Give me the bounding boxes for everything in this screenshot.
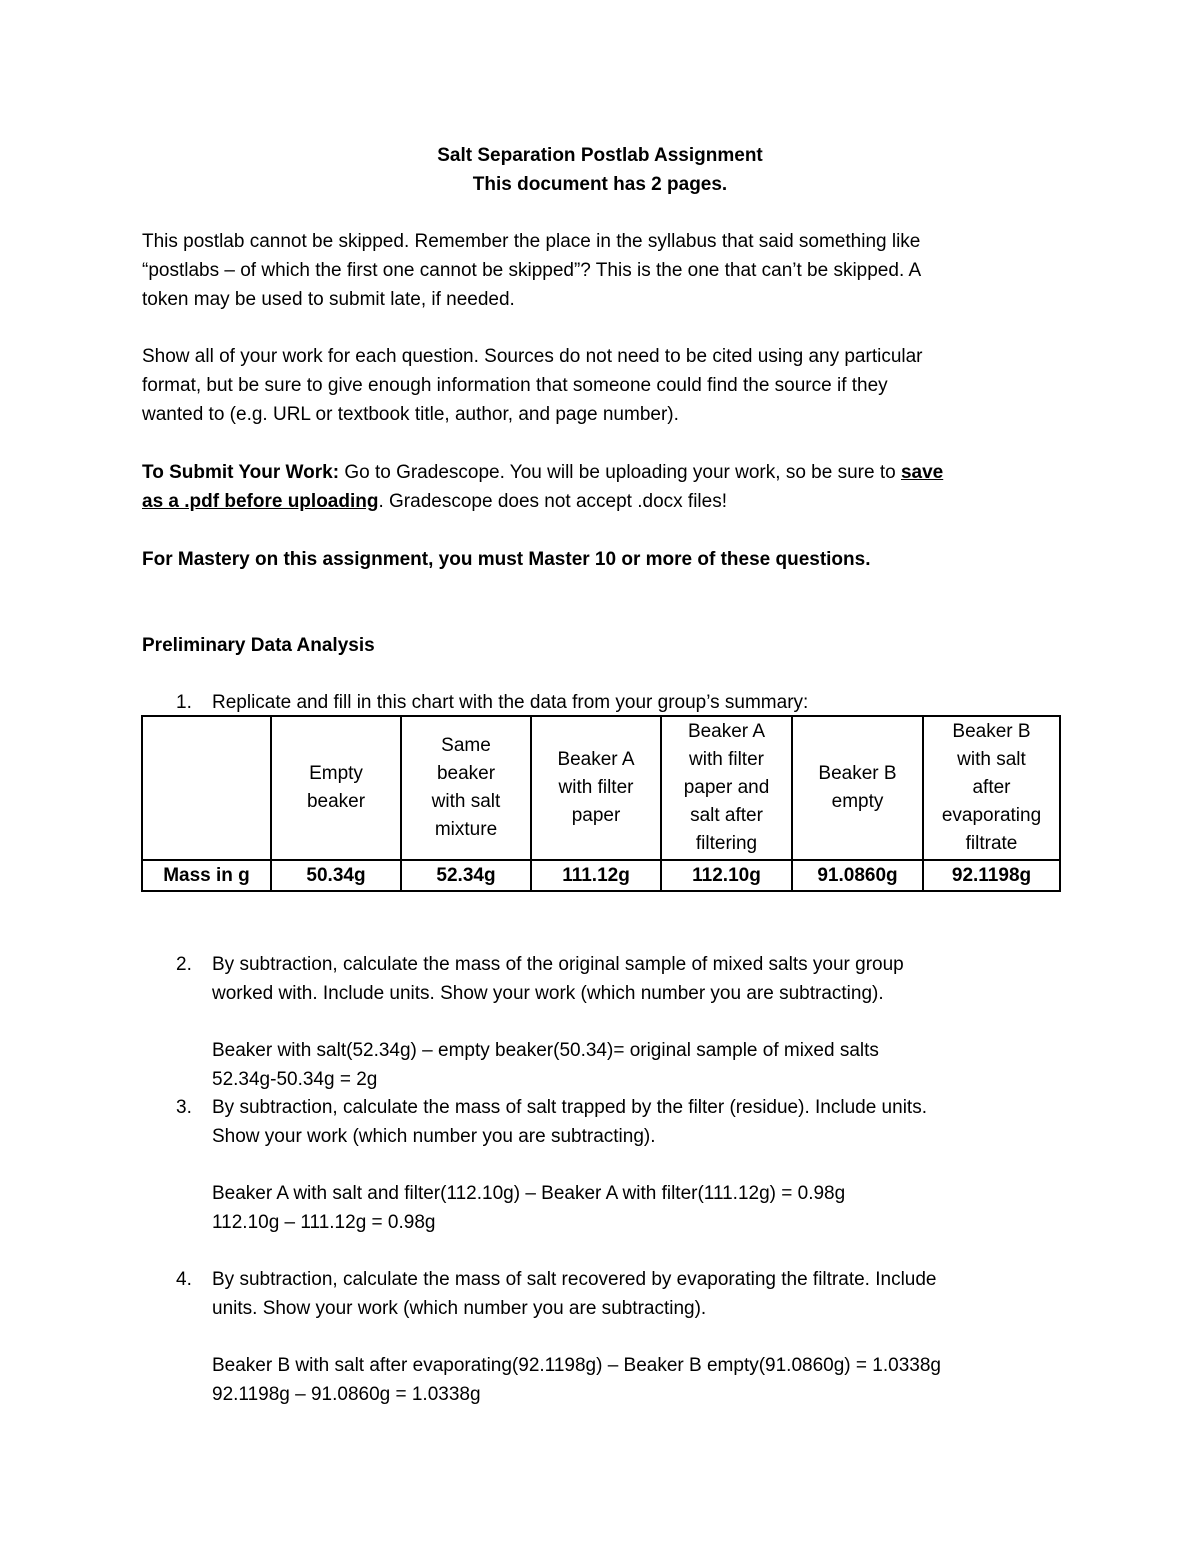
table-header-cell: Empty beaker: [271, 716, 401, 860]
answer-3: [212, 1179, 1092, 1237]
question-text: By subtraction, calculate the mass of the original sample of mixed salts your group: [212, 954, 904, 975]
question-number: 4.: [176, 1269, 192, 1290]
text-line: format, but be sure to give enough information that someone could find the source if they: [142, 375, 888, 396]
text-line: token may be used to submit late, if needed.: [142, 289, 515, 310]
text-line: Show all of your work for each question. Sources do not need to be cited using any particular: [142, 346, 923, 367]
answer-line: 92.1198g – 91.0860g = 1.0338g: [212, 1384, 481, 1405]
table-cell: 52.34g: [401, 860, 531, 891]
question-text: By subtraction, calculate the mass of salt recovered by evaporating the filtrate. Include: [212, 1269, 937, 1290]
question-text: By subtraction, calculate the mass of salt trapped by the filter (residue). Include units.: [212, 1097, 927, 1118]
question-text: Replicate and fill in this chart with the data from your group’s summary:: [212, 692, 809, 713]
table-header-row: [142, 716, 1060, 860]
submit-label: To Submit Your Work:: [142, 462, 340, 483]
question-number: 3.: [176, 1097, 192, 1118]
answer-line: Beaker A with salt and filter(112.10g) – Beaker A with filter(111.12g) = 0.98g: [212, 1183, 846, 1204]
answer-4: [212, 1351, 1092, 1409]
submit-text-2: . Gradescope does not accept .docx files!: [378, 491, 727, 512]
table-header-cell: Beaker A with filter paper and salt after filtering: [661, 716, 792, 860]
submit-instructions: [142, 458, 1062, 516]
submit-underlined-2: as a .pdf before uploading: [142, 491, 379, 512]
submit-line-2: [142, 487, 1062, 516]
question-number: 2.: [176, 954, 192, 975]
text-line: “postlabs – of which the first one cannot be skipped”? This is the one that can’t be skipped. A: [142, 260, 922, 281]
table-cell: 50.34g: [271, 860, 401, 891]
answer-2: [212, 1036, 1092, 1094]
table-cell: 112.10g: [661, 860, 792, 891]
answer-line: Beaker with salt(52.34g) – empty beaker(50.34)= original sample of mixed salts: [212, 1040, 879, 1061]
intro-paragraph-2: [142, 342, 1062, 429]
question-text: worked with. Include units. Show your work (which number you are subtracting).: [212, 983, 884, 1004]
table-header-cell: Same beaker with salt mixture: [401, 716, 531, 860]
answer-line: 52.34g-50.34g = 2g: [212, 1069, 378, 1090]
submit-underlined-1: save: [900, 462, 944, 483]
table-row: [142, 860, 1060, 891]
table-header-cell: Beaker A with filter paper: [531, 716, 661, 860]
question-text: units. Show your work (which number you are subtracting).: [212, 1298, 707, 1319]
submit-text-1: Go to Gradescope. You will be uploading your work, so be sure to: [339, 462, 901, 483]
answer-line: Beaker B with salt after evaporating(92.1198g) – Beaker B empty(91.0860g) = 1.0338g: [212, 1355, 941, 1376]
question-text: Show your work (which number you are subtracting).: [212, 1126, 656, 1147]
text-line: wanted to (e.g. URL or textbook title, author, and page number).: [142, 404, 679, 425]
mastery-note: For Mastery on this assignment, you must Master 10 or more of these questions.: [142, 549, 871, 570]
table-header-cell: Beaker B empty: [792, 716, 923, 860]
intro-paragraph-1: [142, 227, 1062, 314]
section-title: Preliminary Data Analysis: [142, 635, 375, 656]
table-cell: 91.0860g: [792, 860, 923, 891]
data-table: [141, 715, 1061, 892]
document-subtitle: This document has 2 pages.: [472, 174, 728, 195]
table-header-cell: Beaker B with salt after evaporating filtrate: [923, 716, 1060, 860]
text-line: This postlab cannot be skipped. Remember the place in the syllabus that said something like: [142, 231, 921, 252]
table-header-cell-blank: [142, 716, 271, 860]
table-row-label: Mass in g: [142, 860, 271, 891]
table-cell: 92.1198g: [923, 860, 1060, 891]
answer-line: 112.10g – 111.12g = 0.98g: [212, 1212, 436, 1233]
question-number: 1.: [176, 692, 192, 713]
table-cell: 111.12g: [531, 860, 661, 891]
submit-line-1: [142, 458, 1062, 487]
document-title: Salt Separation Postlab Assignment: [437, 145, 763, 166]
